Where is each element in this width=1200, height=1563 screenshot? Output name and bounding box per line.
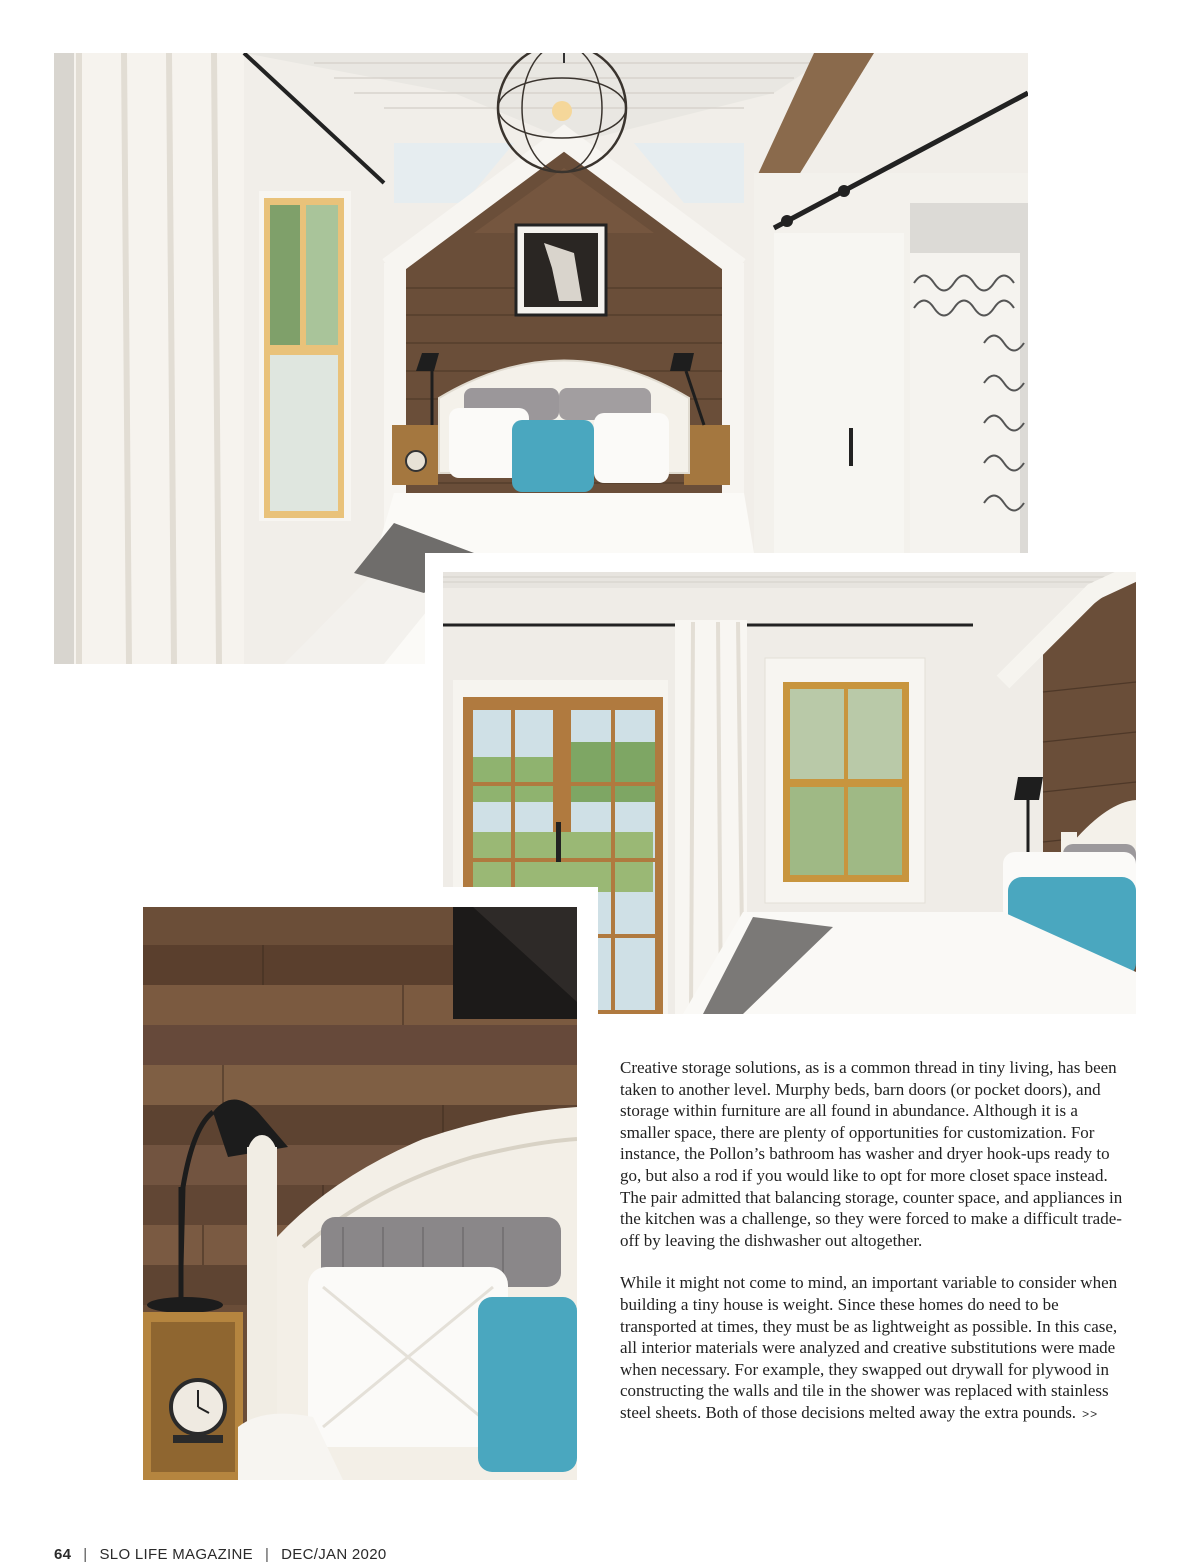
folio-separator: | — [83, 1546, 88, 1563]
article-paragraph — [620, 1272, 1130, 1425]
article-paragraph: Creative storage solutions, as is a common thread in tiny living, has been taken to another level. Murphy beds, barn doors (or pocket doors), and storage within furniture are all found in abundance. Although it is a smaller space, there are plenty of opportunities for customization. For instance, the Pollon’s bathroom has washer and dryer hook-ups ready to go, but also a rod if you would like to opt for more closet space instead. The pair admitted that balancing storage, counter space, and appliances in the kitchen was a challenge, so they were forced to make a difficult trade-off by leaving the dishwasher out altogether. — [620, 1058, 1123, 1250]
article-body — [620, 1057, 1130, 1447]
article-paragraph-text: While it might not come to mind, an important variable to consider when building a tiny house is weight. Since these homes do need to be transported at times, they must be as lightweight as possible. In this case, all interior materials were analyzed and creative substitutions were made when necessary. For example, they swapped out drywall for plywood in constructing the walls and tile in the shower was replaced with stainless steel sheets. Both of those decisions melted away the extra pounds. — [620, 1273, 1118, 1422]
continued-arrow-icon: >> — [1082, 1406, 1099, 1421]
page-number: 64 — [54, 1546, 72, 1563]
photo-headboard-closeup — [143, 887, 598, 1480]
issue-date: DEC/JAN 2020 — [281, 1546, 387, 1563]
folio-separator: | — [264, 1546, 270, 1563]
magazine-name: SLO LIFE MAGAZINE — [99, 1546, 253, 1563]
page-folio — [54, 1546, 386, 1563]
